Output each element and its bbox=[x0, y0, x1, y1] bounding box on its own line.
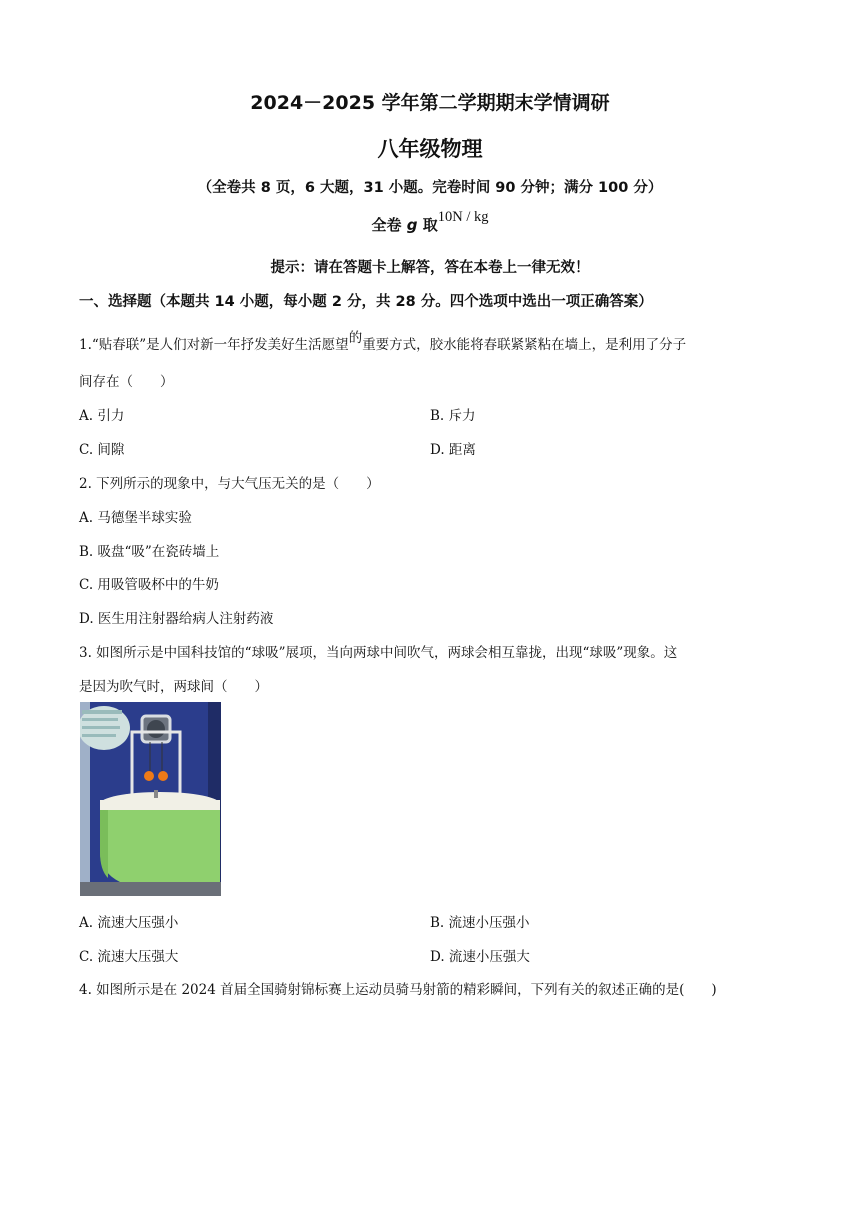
gravity-symbol: g bbox=[406, 216, 418, 234]
question-2-line-1: 2. 下列所示的现象中，与大气压无关的是（ ） bbox=[79, 476, 380, 492]
exam-title: 2024－2025 学年第二学期期末学情调研 bbox=[250, 92, 610, 114]
question-1-superscript: 的 bbox=[348, 330, 363, 346]
question-1-text-a: 1.“贴春联”是人们对新一年抒发美好生活愿望 bbox=[79, 337, 349, 353]
q3-option-d: D. 流速小压强大 bbox=[430, 949, 530, 965]
gravity-mid: 取 bbox=[422, 216, 438, 234]
question-1-line-2: 间存在（ ） bbox=[79, 374, 174, 390]
gravity-unit: 10N / kg bbox=[437, 209, 489, 225]
question-3-line-2: 是因为吹气时，两球间（ ） bbox=[79, 679, 268, 695]
question-1-line-1 bbox=[79, 330, 687, 353]
q2-option-d: D. 医生用注射器给病人注射药液 bbox=[79, 611, 274, 627]
question-4-line-1: 4. 如图所示是在 2024 首届全国骑射锦标赛上运动员骑马射箭的精彩瞬间，下列有关的叙述正确的是( ) bbox=[79, 982, 717, 998]
q2-option-b: B. 吸盘“吸”在瓷砖墙上 bbox=[79, 544, 220, 560]
section-heading: 一、选择题（本题共 14 小题，每小题 2 分，共 28 分。四个选项中选出一项正确答案） bbox=[79, 294, 653, 310]
question-3-line-1: 3. 如图所示是中国科技馆的“球吸”展项，当向两球中间吹气，两球会相互靠拢，出现“球吸”现象。这 bbox=[79, 645, 678, 661]
q3-option-c: C. 流速大压强大 bbox=[79, 949, 179, 965]
q2-option-a: A. 马德堡半球实验 bbox=[79, 510, 192, 526]
answer-notice: 提示：请在答题卡上解答，答在本卷上一律无效！ bbox=[270, 260, 590, 276]
gravity-note bbox=[0, 209, 860, 235]
q3-option-b: B. 流速小压强小 bbox=[430, 915, 530, 931]
q1-option-d: D. 距离 bbox=[430, 442, 476, 458]
question-1-text-b: 重要方式，胶水能将春联紧紧粘在墙上，是利用了分子 bbox=[362, 337, 687, 353]
exam-subject: 八年级物理 bbox=[377, 137, 483, 161]
gravity-prefix: 全卷 bbox=[371, 216, 402, 234]
exam-info: （全卷共 8 页，6 大题，31 小题。完卷时间 90 分钟；满分 100 分） bbox=[197, 180, 663, 196]
exhibit-photo bbox=[80, 702, 221, 896]
q1-option-a: A. 引力 bbox=[79, 408, 125, 424]
q1-option-b: B. 斥力 bbox=[430, 408, 476, 424]
q3-option-a: A. 流速大压强小 bbox=[79, 915, 179, 931]
q1-option-c: C. 间隙 bbox=[79, 442, 125, 458]
q2-option-c: C. 用吸管吸杯中的牛奶 bbox=[79, 577, 219, 593]
